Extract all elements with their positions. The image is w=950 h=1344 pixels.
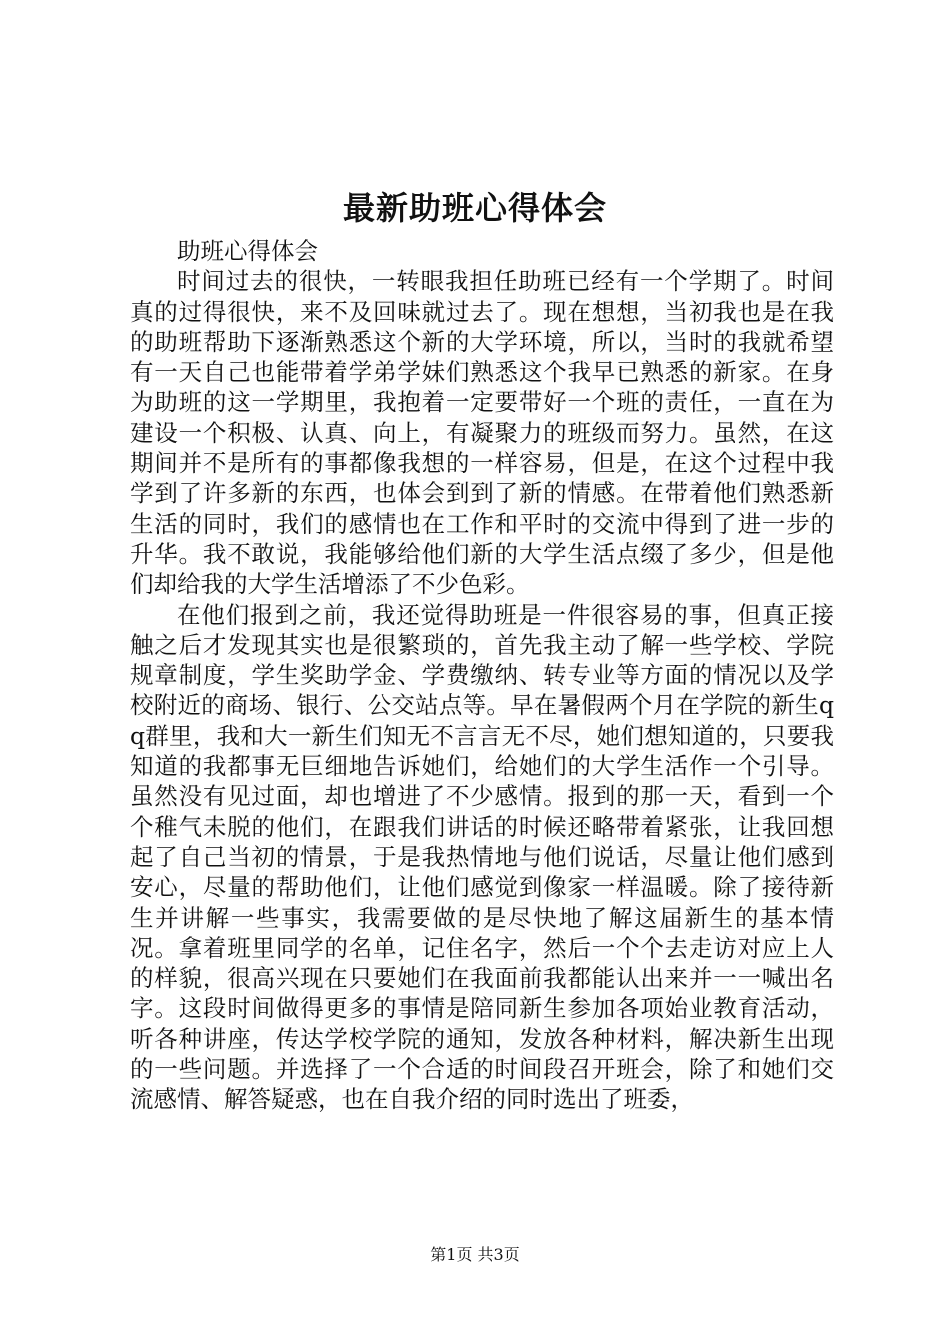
section-heading: 助班心得体会 bbox=[177, 237, 318, 265]
page-number-footer: 第1页 共3页 bbox=[430, 1245, 520, 1264]
body-paragraph: 时间过去的很快，一转眼我担任助班已经有一个学期了。时间真的过得很快，来不及回味就过去了。现在想想，当初我也是在我的助班帮助下逐渐熟悉这个新的大学环境，所以，当时的我就希望有一天自己也能带着学弟学妹们熟悉这个我早已熟悉的新家。在身为助班的这一学期里，我抱着一定要带好一个班的责任，一直在为建设一个积极、认真、向上，有凝聚力的班级而努力。虽然，在这期间并不是所有的事都像我想的一样容易，但是，在这个过程中我学到了许多新的东西，也体会到到了新的情感。在带着他们熟悉新生活的同时，我们的感情也在工作和平时的交流中得到了进一步的升华。我不敢说，我能够给他们新的大学生活点缀了多少，但是他们却给我的大学生活增添了不少色彩。 bbox=[130, 267, 834, 599]
document-title: 最新助班心得体会 bbox=[342, 189, 607, 227]
document-body bbox=[130, 236, 834, 1115]
body-paragraph: 在他们报到之前，我还觉得助班是一件很容易的事，但真正接触之后才发现其实也是很繁琐的，首先我主动了解一些学校、学院规章制度，学生奖助学金、学费缴纳、转专业等方面的情况以及学校附近的商场、银行、公交站点等。早在暑假两个月在学院的新生qq群里，我和大一新生们知无不言言无不尽，她们想知道的，只要我知道的我都事无巨细地告诉她们，给她们的大学生活作一个引导。虽然没有见过面，却也增进了不少感情。报到的那一天，看到一个个稚气未脱的他们，在跟我们讲话的时候还略带着紧张，让我回想起了自己当初的情景，于是我热情地与他们说话，尽量让他们感到安心，尽量的帮助他们，让他们感觉到像家一样温暖。除了接待新生并讲解一些事实，我需要做的是尽快地了解这届新生的基本情况。拿着班里同学的名单，记住名字，然后一个个去走访对应上人的样貌，很高兴现在只要她们在我面前我都能认出来并一一喊出名字。这段时间做得更多的事情是陪同新生参加各项始业教育活动，听各种讲座，传达学校学院的通知，发放各种材料，解决新生出现的一些问题。并选择了一个合适的时间段召开班会，除了和她们交流感情、解答疑惑，也在自我介绍的同时选出了班委， bbox=[130, 600, 834, 1114]
